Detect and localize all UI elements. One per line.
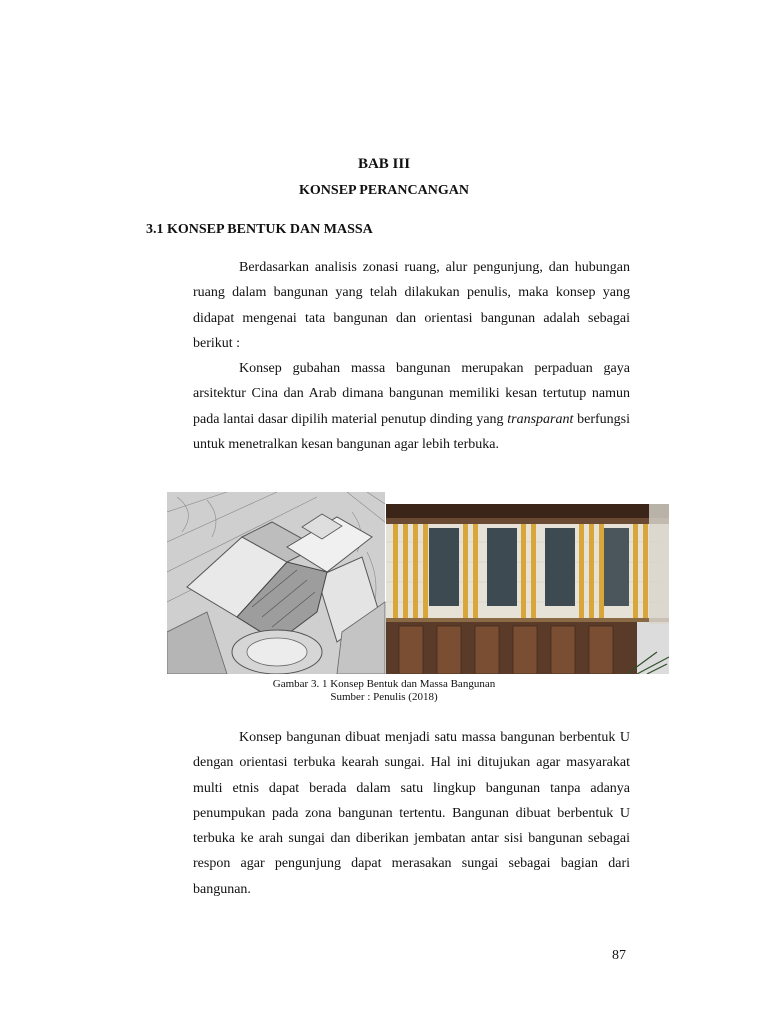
intro-p2-after: berfungsi untuk menetralkan kesan bangunan agar lebih terbuka. [193, 411, 630, 453]
body-text [193, 725, 630, 902]
chapter-title: KONSEP PERANCANGAN [299, 183, 469, 198]
figure-caption-source: Sumber : Penulis (2018) [330, 691, 438, 703]
intro-paragraph-2 [193, 356, 630, 457]
intro-p2-italic: transparant [507, 411, 574, 427]
intro-paragraph-1: Berdasarkan analisis zonasi ruang, alur pengunjung, dan hubungan ruang dalam bangunan yang telah dilakukan penulis, maka konsep yang didapat mengenai tata bangunan dan orientasi bangunan adalah sebagai berikut : [193, 260, 630, 351]
section-heading: 3.1 KONSEP BENTUK DAN MASSA [146, 222, 373, 237]
body-paragraph-1: Konsep bangunan dibuat menjadi satu massa bangunan berbentuk U dengan orientasi terbuka kearah sungai. Hal ini ditujukan agar masyarakat multi etnis dapat berada dalam satu lingkup bangunan tanpa adanya penumpukan pada zona bangunan tertentu. Bangunan dibuat berbentuk U terbuka ke arah sungai dan diberikan jembatan antar sisi bangunan sebagai respon agar pengunjung dapat merasakan sungai sebagai bagian dari bangunan. [193, 730, 630, 897]
sketch-aerial-building-image [167, 492, 385, 674]
figure-caption-title: Gambar 3. 1 Konsep Bentuk dan Massa Bangunan [272, 678, 496, 690]
page-number: 87 [612, 948, 626, 963]
facade-render-image [386, 504, 669, 674]
intro-p2-before: Konsep gubahan massa bangunan merupakan perpaduan gaya arsitektur Cina dan Arab dimana bangunan memiliki kesan tertutup namun pada lantai dasar dipilih material penutup dinding yang [193, 361, 630, 427]
figure-caption [0, 678, 768, 704]
intro-text [193, 255, 630, 457]
chapter-label: BAB III [357, 156, 411, 172]
figure-images [167, 492, 669, 674]
